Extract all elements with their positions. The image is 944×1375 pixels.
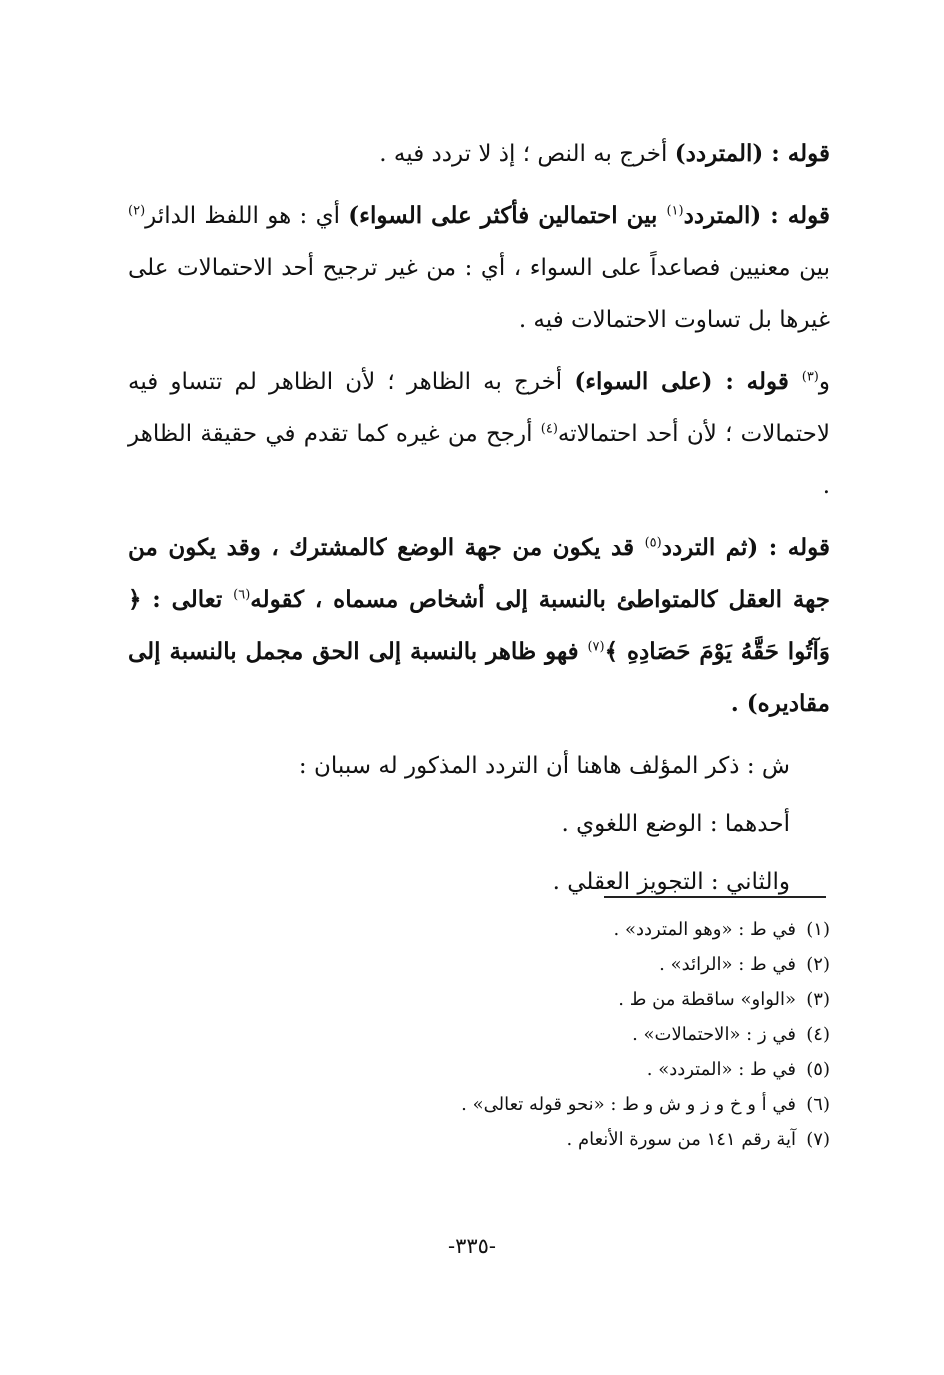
- paragraph-text: أخرج به الظاهر ؛ لأن الظاهر لم تتساو فيه لاحتمالات ؛ لأن أحد احتمالاته: [128, 369, 830, 447]
- paragraph-text: أخرج به النص ؛ إذ لا تردد فيه .: [379, 141, 675, 167]
- footnote-item: [300, 1052, 830, 1087]
- quote-text: تعالى : ﴿ وَآتُوا حَقَّهُ يَوْمَ حَصَادِهِ ﴾: [128, 586, 830, 665]
- footnote-text: آية رقم ١٤١ من سورة الأنعام .: [566, 1129, 796, 1150]
- footnote-number: (٢): [806, 954, 830, 975]
- quote-text: فهو ظاهر بالنسبة إلى الحق مجمل بالنسبة إلى مقاديره) .: [128, 638, 830, 717]
- footnote-number: (٣): [806, 989, 830, 1010]
- commentary-line-1: ش : ذكر المؤلف هاهنا أن التردد المذكور له سببان :: [298, 753, 790, 779]
- paragraph-2: [128, 190, 830, 346]
- footnote-number: (٧): [806, 1129, 830, 1150]
- footnote-item: [300, 1017, 830, 1052]
- footnote-item: [300, 1122, 830, 1157]
- paragraph-text: أرجح من غيره كما تقدم في حقيقة الظاهر .: [128, 421, 830, 499]
- footnote-marker: (٢): [128, 203, 146, 219]
- footnote-number: (١): [806, 919, 830, 940]
- paragraph-text: أي : هو اللفظ الدائر: [145, 203, 349, 229]
- footnote-item: [300, 947, 830, 982]
- quote-text: بين احتمالين فأكثر على السواء): [348, 202, 667, 229]
- footnote-divider: [604, 896, 826, 898]
- quote-lead: قوله : (ثم التردد: [661, 534, 830, 561]
- footnote-number: (٤): [806, 1024, 830, 1045]
- quote-text: قوله : (على السواء): [574, 368, 802, 395]
- commentary-line-2: أحدهما : الوضع اللغوي .: [561, 811, 790, 837]
- footnote-marker: (٧): [587, 639, 605, 655]
- footnote-text: في ط : «وهو المتردد» .: [613, 919, 796, 940]
- paragraph-text: بين معنيين فصاعداً على السواء ، أي : من غير ترجيح أحد الاحتمالات على غيرها بل تساوت الاحتمالات فيه .: [128, 255, 830, 333]
- footnotes: [300, 912, 830, 1157]
- footnote-text: في ط : «المتردد» .: [646, 1059, 796, 1080]
- footnote-marker: (١): [666, 203, 684, 219]
- paragraph-4: [128, 522, 830, 730]
- footnote-text: في أ و خ و ز و ش و ط : «نحو قوله تعالى» .: [461, 1094, 796, 1115]
- quote-lead: قوله : (المتردد): [674, 140, 830, 167]
- paragraph-text: و: [818, 369, 830, 395]
- commentary-line-3: والثاني : التجويز العقلي .: [552, 869, 790, 895]
- paragraph-1: [128, 128, 830, 180]
- footnote-marker: (٦): [233, 587, 251, 603]
- paragraph-3: [128, 356, 830, 512]
- footnote-marker: (٤): [540, 421, 558, 437]
- footnote-text: في ط : «الرائد» .: [659, 954, 796, 975]
- footnote-item: [300, 912, 830, 947]
- footnote-text: في ز : «الاحتمالات» .: [632, 1024, 796, 1045]
- footnote-marker: (٥): [644, 535, 662, 551]
- footnote-marker: (٣): [801, 369, 819, 385]
- quote-text: قد يكون من جهة الوضع كالمشترك ، وقد يكون من جهة العقل كالمتواطئ بالنسبة إلى أشخاص مسماه ، كقوله: [128, 534, 831, 613]
- quote-lead: قوله : (المتردد: [683, 202, 831, 229]
- footnote-item: [300, 1087, 830, 1122]
- page-number: -٣٣٥-: [447, 1234, 497, 1258]
- main-text: [128, 128, 830, 914]
- footnote-number: (٥): [806, 1059, 830, 1080]
- footnote-number: (٦): [806, 1094, 830, 1115]
- footnote-item: [300, 982, 830, 1017]
- footnote-text: «الواو» ساقطة من ط .: [618, 989, 796, 1010]
